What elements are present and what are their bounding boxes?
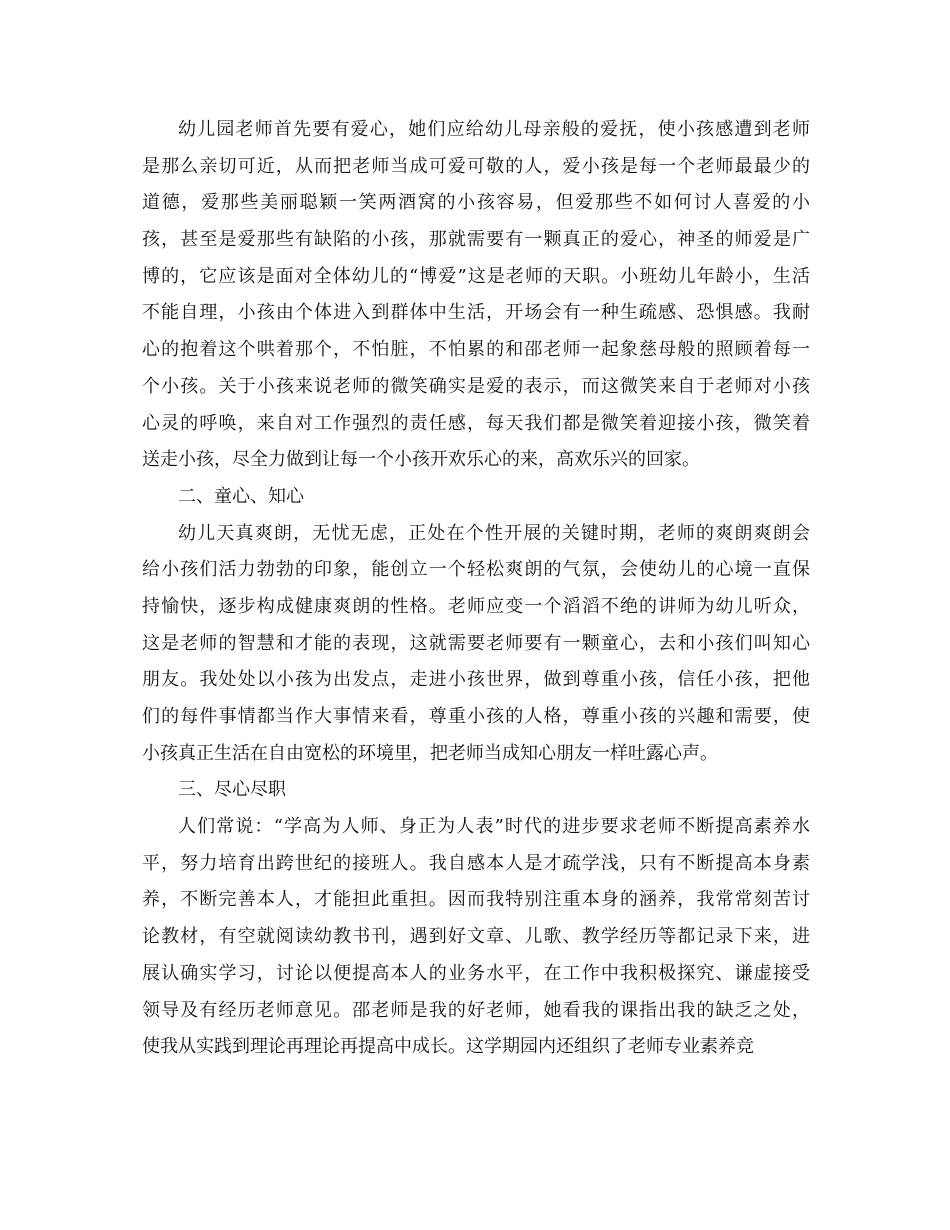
text-line: 幼儿天真爽朗，无忧无虑，正处在个性开展的关键时期，老师的爽朗爽朗会 [178,522,810,544]
text-line: 小孩真正生活在自由宽松的环境里，把老师当成知心朋友一样吐露心声。 [142,742,718,764]
text-line: 博的，它应该是面对全体幼儿的“博爱”这是老师的天职。小班幼儿年龄小，生活 [142,265,810,287]
text-line: 给小孩们活力勃勃的印象，能创立一个轻松爽朗的气氛，会使幼儿的心境一直保 [142,559,810,581]
text-line: 个小孩。关于小孩来说老师的微笑确实是爱的表示，而这微笑来自于老师对小孩 [142,375,810,397]
section-heading: 二、童心、知心 [178,485,304,507]
paragraph-love [142,112,810,479]
text-line: 道德，爱那些美丽聪颖一笑两酒窝的小孩容易，但爱那些不如何讨人喜爱的小 [142,192,810,214]
text-line: 幼儿园老师首先要有爱心，她们应给幼儿母亲般的爱抚，使小孩感遭到老师 [178,119,810,140]
text-line: 养，不断完善本人，才能担此重担。因而我特别注重本身的涵养，我常常刻苦讨 [142,889,810,911]
text-line: 孩，甚至是爱那些有缺陷的小孩，那就需要有一颗真正的爱心，神圣的师爱是广 [142,229,810,251]
document-page [142,112,810,1066]
text-line: 领导及有经历老师意见。邵老师是我的好老师，她看我的课指出我的缺乏之处， [142,999,810,1021]
section-heading: 三、尽心尽职 [178,779,286,801]
text-line: 心的抱着这个哄着那个，不怕脏，不怕累的和邵老师一起象慈母般的照顾着每一 [142,339,810,361]
section-heading-dedication [142,772,810,809]
text-line: 心灵的呼唤，来自对工作强烈的责任感，每天我们都是微笑着迎接小孩，微笑着 [142,412,810,434]
section-heading-childlike-heart [142,479,810,516]
text-line: 们的每件事情都当作大事情来看，尊重小孩的人格，尊重小孩的兴趣和需要，使 [142,706,810,727]
text-line: 论教材，有空就阅读幼教书刊，遇到好文章、儿歌、教学经历等都记录下来，进 [142,926,810,948]
text-line: 平，努力培育出跨世纪的接班人。我自感本人是才疏学浅，只有不断提高本身素 [142,852,810,874]
text-line: 持愉快，逐步构成健康爽朗的性格。老师应变一个滔滔不绝的讲师为幼儿听众， [142,595,810,617]
text-line: 这是老师的智慧和才能的表现，这就需要老师要有一颗童心，去和小孩们叫知心 [142,632,810,654]
text-line: 朋友。我处处以小孩为出发点，走进小孩世界，做到尊重小孩，信任小孩，把他 [142,669,810,691]
text-line: 使我从实践到理论再理论再提高中成长。这学期园内还组织了老师专业素养竞 [142,1036,754,1058]
text-line: 展认确实学习，讨论以便提高本人的业务水平，在工作中我积极探究、谦虚接受 [142,962,810,984]
paragraph-dedication [142,809,810,1066]
paragraph-childlike-heart [142,516,810,773]
text-line: 是那么亲切可近，从而把老师当成可爱可敬的人，爱小孩是每一个老师最最少的 [142,155,810,177]
text-line: 人们常说：“学高为人师、身正为人表”时代的进步要求老师不断提高素养水 [178,816,810,838]
text-line: 不能自理，小孩由个体进入到群体中生活，开场会有一种生疏感、恐惧感。我耐 [142,302,810,324]
text-line: 送走小孩，尽全力做到让每一个小孩开欢乐心的来，高欢乐兴的回家。 [142,449,700,471]
